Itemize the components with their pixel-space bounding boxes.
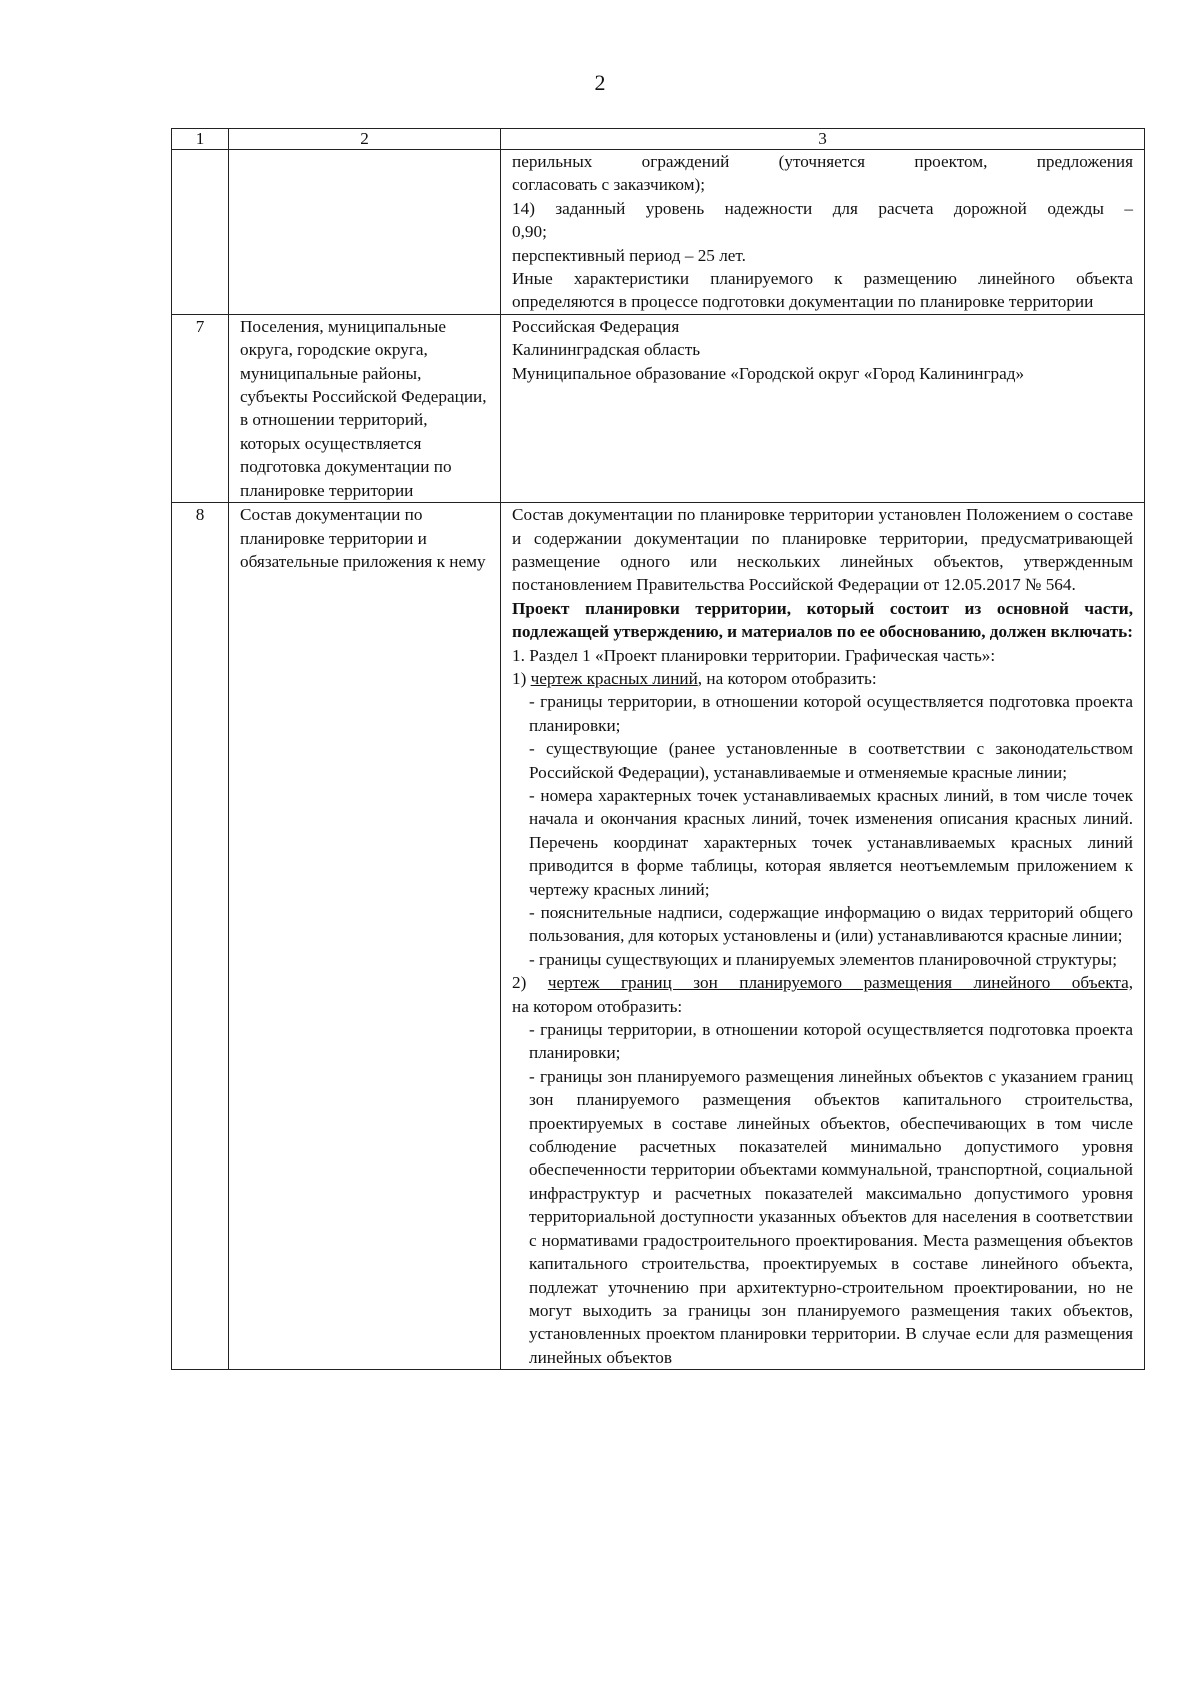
drawing-1-item: - пояснительные надписи, содержащие информацию о видах территорий общего пользования, для которых установлены и (или) устанавливаются красные линии; bbox=[529, 903, 1133, 946]
value-line-1: Российская Федерация bbox=[512, 316, 680, 336]
drawing-2-heading bbox=[512, 971, 1133, 994]
drawing-1-item: - границы существующих и планируемых элементов планировочной структуры; bbox=[529, 949, 1117, 969]
page-number: 2 bbox=[594, 70, 606, 95]
row-value-cell bbox=[501, 150, 1145, 315]
drawing-2-tail: на котором отобразить: bbox=[512, 996, 683, 1016]
drawing-2-number: 2) bbox=[512, 973, 548, 993]
row-name: Состав документации по планировке территории и обязательные приложения к нему bbox=[229, 503, 501, 1370]
row-name: Поселения, муниципальные округа, городские округа, муниципальные районы, субъекты Российской Федерации, в отношении территорий, которых осуществляется подготовка документации по планировке территории bbox=[229, 314, 501, 502]
drawing-1-title: чертеж красных линий bbox=[530, 668, 698, 688]
row-value bbox=[501, 314, 1145, 502]
terms-table bbox=[171, 128, 1145, 1370]
cont-line-1: перильных ограждений (уточняется проектом, предложения bbox=[512, 152, 1133, 171]
drawing-1-item: - границы территории, в отношении которой осуществляется подготовка проекта планировки; bbox=[529, 692, 1133, 735]
drawing-1-item: - существующие (ранее установленные в соответствии с законодательством Российской Федерации), устанавливаемые и отменяемые красные линии; bbox=[529, 739, 1133, 782]
header-row bbox=[172, 129, 1145, 150]
cont-line-2: согласовать с заказчиком); bbox=[512, 175, 706, 195]
row-number: 7 bbox=[172, 314, 229, 502]
value-line-2: Калининградская область bbox=[512, 340, 701, 360]
table-row-continuation bbox=[172, 150, 1145, 315]
row-name-cell bbox=[229, 150, 501, 315]
intro-paragraph: Состав документации по планировке территории установлен Положением о составе и содержании документации по планировке территории, предусматривающей размещение одного или нескольких линейных объектов, утвержденным постановлением Правительства Российской Федерации от 12.05.2017 № 564. bbox=[512, 505, 1133, 595]
section-1-heading: 1. Раздел 1 «Проект планировки территории. Графическая часть»: bbox=[512, 645, 996, 665]
cont-item-14b: 0,90; bbox=[512, 222, 547, 242]
drawing-1-tail: , на котором отобразить: bbox=[697, 668, 877, 688]
header-col-3: 3 bbox=[501, 129, 1145, 150]
drawing-2-title: чертеж границ зон планируемого размещения линейного объекта, bbox=[547, 973, 1133, 993]
value-line-3: Муниципальное образование «Городской округ «Город Калининград» bbox=[512, 363, 1025, 383]
drawing-2-item: - границы территории, в отношении которой осуществляется подготовка проекта планировки; bbox=[529, 1020, 1133, 1063]
row-number: 8 bbox=[172, 503, 229, 1370]
drawing-1-number: 1) bbox=[512, 668, 531, 688]
drawing-2-item: - границы зон планируемого размещения линейных объектов с указанием границ зон планируемого размещения объектов капитального строительства, проектируемых в составе линейных объектов, обеспечивающих в том числе соблюдение расчетных показателей минимально допустимого уровня обеспеченности территории объектами коммунальной, транспортной, социальной инфраструктур и расчетных показателей максимально допустимого уровня территориальной доступности указанных объектов для населения в соответствии с нормативами градостроительного проектирования. Места размещения объектов капитального строительства, проектируемых в составе линейного объекта, подлежат уточнению при архитектурно-строительном проектировании, но не могут выходить за границы зон планируемого размещения таких объектов, установленных проектом планировки территории. В случае если для размещения линейных объектов bbox=[529, 1066, 1133, 1367]
row-number-cell bbox=[172, 150, 229, 315]
drawing-1-item: - номера характерных точек устанавливаемых красных линий, в том числе точек начала и окончания красных линий, точек изменения описания красных линий. Перечень координат характерных точек устанавливаемых красных линий приводится в форме таблицы, которая является неотъемлемым приложением к чертежу красных линий; bbox=[529, 785, 1133, 899]
header-col-2: 2 bbox=[229, 129, 501, 150]
table-row-8 bbox=[172, 503, 1145, 1370]
cont-period: перспективный период – 25 лет. bbox=[512, 245, 746, 265]
row-value bbox=[501, 503, 1145, 1370]
cont-item-14a: 14) заданный уровень надежности для расчета дорожной одежды – bbox=[512, 198, 1133, 218]
table-row-7 bbox=[172, 314, 1145, 502]
bold-paragraph: Проект планировки территории, который состоит из основной части, подлежащей утверждению, и материалов по ее обоснованию, должен включать: bbox=[512, 598, 1133, 642]
drawing-1-heading bbox=[512, 667, 1133, 690]
cont-other: Иные характеристики планируемого к размещению линейного объекта определяются в процессе подготовки документации по планировке территории bbox=[512, 269, 1133, 312]
header-col-1: 1 bbox=[172, 129, 229, 150]
